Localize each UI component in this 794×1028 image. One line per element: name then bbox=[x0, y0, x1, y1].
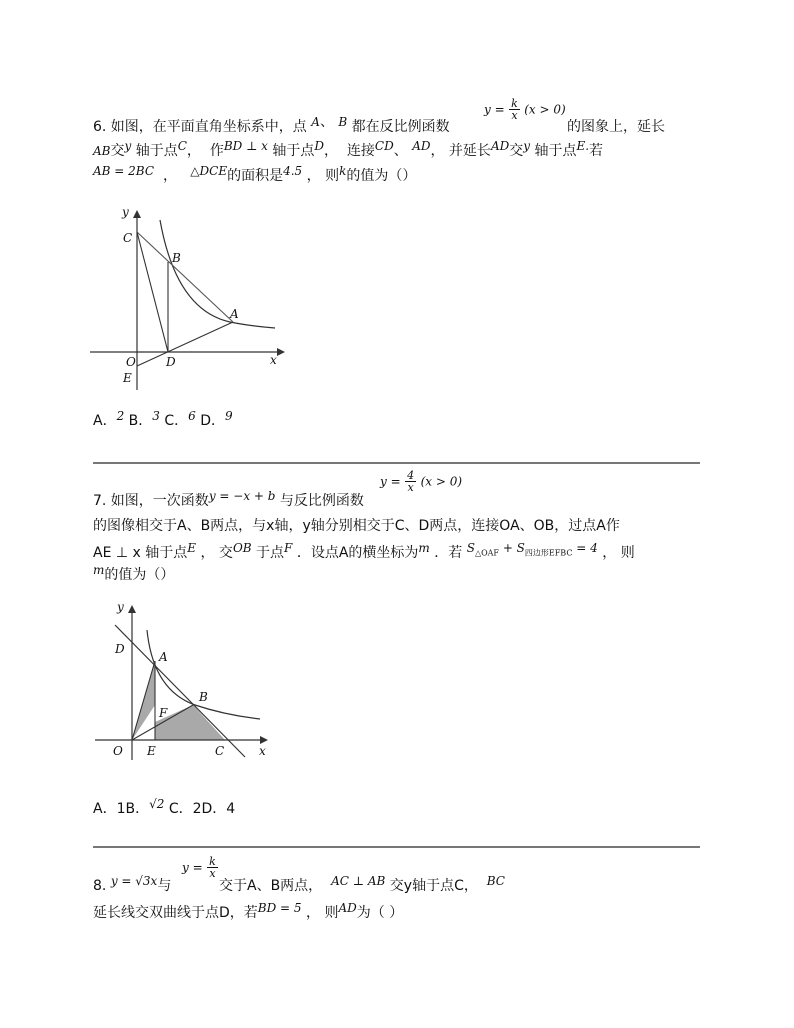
q7-line3: AE ⊥ x 轴于点E ， 交OB 于点F ．设点A的横坐标为m ．若 $S_{\triangle OAF} + S_{四边形EFBC} = 4$ ， 则 bbox=[93, 541, 635, 561]
q7-line2: 的图像相交于A、B两点，与x轴，y轴分别相交于C、D两点，连接OA、OB，过点A作 bbox=[93, 518, 620, 534]
divider-1 bbox=[93, 462, 700, 464]
q6-point-b: B bbox=[338, 115, 348, 129]
q8-line1: 8. y = √3x与 bbox=[93, 874, 172, 894]
q8-function: y = $\frac{k}{x}$ bbox=[182, 855, 216, 880]
fig6-label-o: O bbox=[126, 355, 136, 369]
y-axis-arrow bbox=[128, 605, 136, 613]
x-axis-arrow bbox=[277, 348, 285, 356]
q6-fraction: $\frac{k}{x}$ bbox=[511, 97, 518, 122]
fig7-label-e: E bbox=[147, 744, 156, 758]
line-cba bbox=[137, 232, 233, 322]
fig7-label-x: x bbox=[259, 744, 266, 758]
y-axis-arrow bbox=[133, 210, 141, 218]
q7-line1: 7. 如图，一次函数y = −x + b 与反比例函数 bbox=[93, 489, 364, 509]
fig6-label-x: x bbox=[270, 353, 277, 367]
q7-figure bbox=[95, 595, 275, 765]
hyperbola bbox=[160, 220, 275, 328]
q8-line2: 延长线交双曲线于点D，若BD = 5 ， 则AD为（ ） bbox=[93, 901, 404, 921]
fig6-label-b: B bbox=[172, 251, 181, 265]
q6-line3: AB = 2BC ， △DCE的面积是4.5 ， 则k的值为（） bbox=[93, 164, 417, 184]
x-axis-arrow bbox=[260, 736, 268, 744]
fig6-label-c: C bbox=[123, 231, 133, 245]
fig7-label-y: y bbox=[117, 600, 124, 614]
fig6-label-y: y bbox=[122, 205, 129, 219]
fig7-label-o: O bbox=[113, 744, 123, 758]
q6-figure bbox=[90, 200, 290, 390]
fig7-label-d: D bbox=[115, 642, 125, 656]
fig6-label-a: A bbox=[230, 307, 239, 321]
fig7-label-a: A bbox=[159, 650, 168, 664]
q6-line2: AB交y 轴于点C， 作BD ⊥ x 轴于点D， 连接CD、 AD， 并延长AD交y 轴于点E.若 bbox=[93, 139, 604, 159]
fig7-label-c: C bbox=[215, 744, 225, 758]
q8-line1-tail: 交于A、B两点， AC ⊥ AB 交y轴于点C， BC bbox=[219, 874, 505, 894]
q6-line1-tail: 的图象上，延长 bbox=[567, 119, 665, 135]
fig7-label-b: B bbox=[199, 690, 208, 704]
q6-line1: 6. 如图，在平面直角坐标系中，点 A、 B 都在反比例函数 bbox=[93, 114, 450, 135]
fig6-label-e: E bbox=[123, 371, 132, 385]
q7-area-expression: $S_{\triangle OAF} + S_{四边形EFBC} = 4$ bbox=[466, 541, 598, 558]
q6-options: A．2 B．3 C．6 D．9 bbox=[93, 409, 233, 429]
q7-options: A．1B．√2 C．2D．4 bbox=[93, 797, 236, 817]
q7-function: y = $\frac{4}{x}$ (x > 0) bbox=[380, 469, 463, 494]
fig6-label-d: D bbox=[166, 355, 176, 369]
fig7-label-f: F bbox=[159, 706, 168, 720]
line-ead bbox=[137, 322, 233, 366]
divider-2 bbox=[93, 846, 700, 848]
q7-line4: m的值为（） bbox=[93, 563, 175, 583]
q6-point-a: A bbox=[311, 115, 320, 129]
q6-function: y = $\frac{k}{x}$ (x > 0) bbox=[484, 97, 566, 122]
segment-cd bbox=[137, 232, 168, 352]
